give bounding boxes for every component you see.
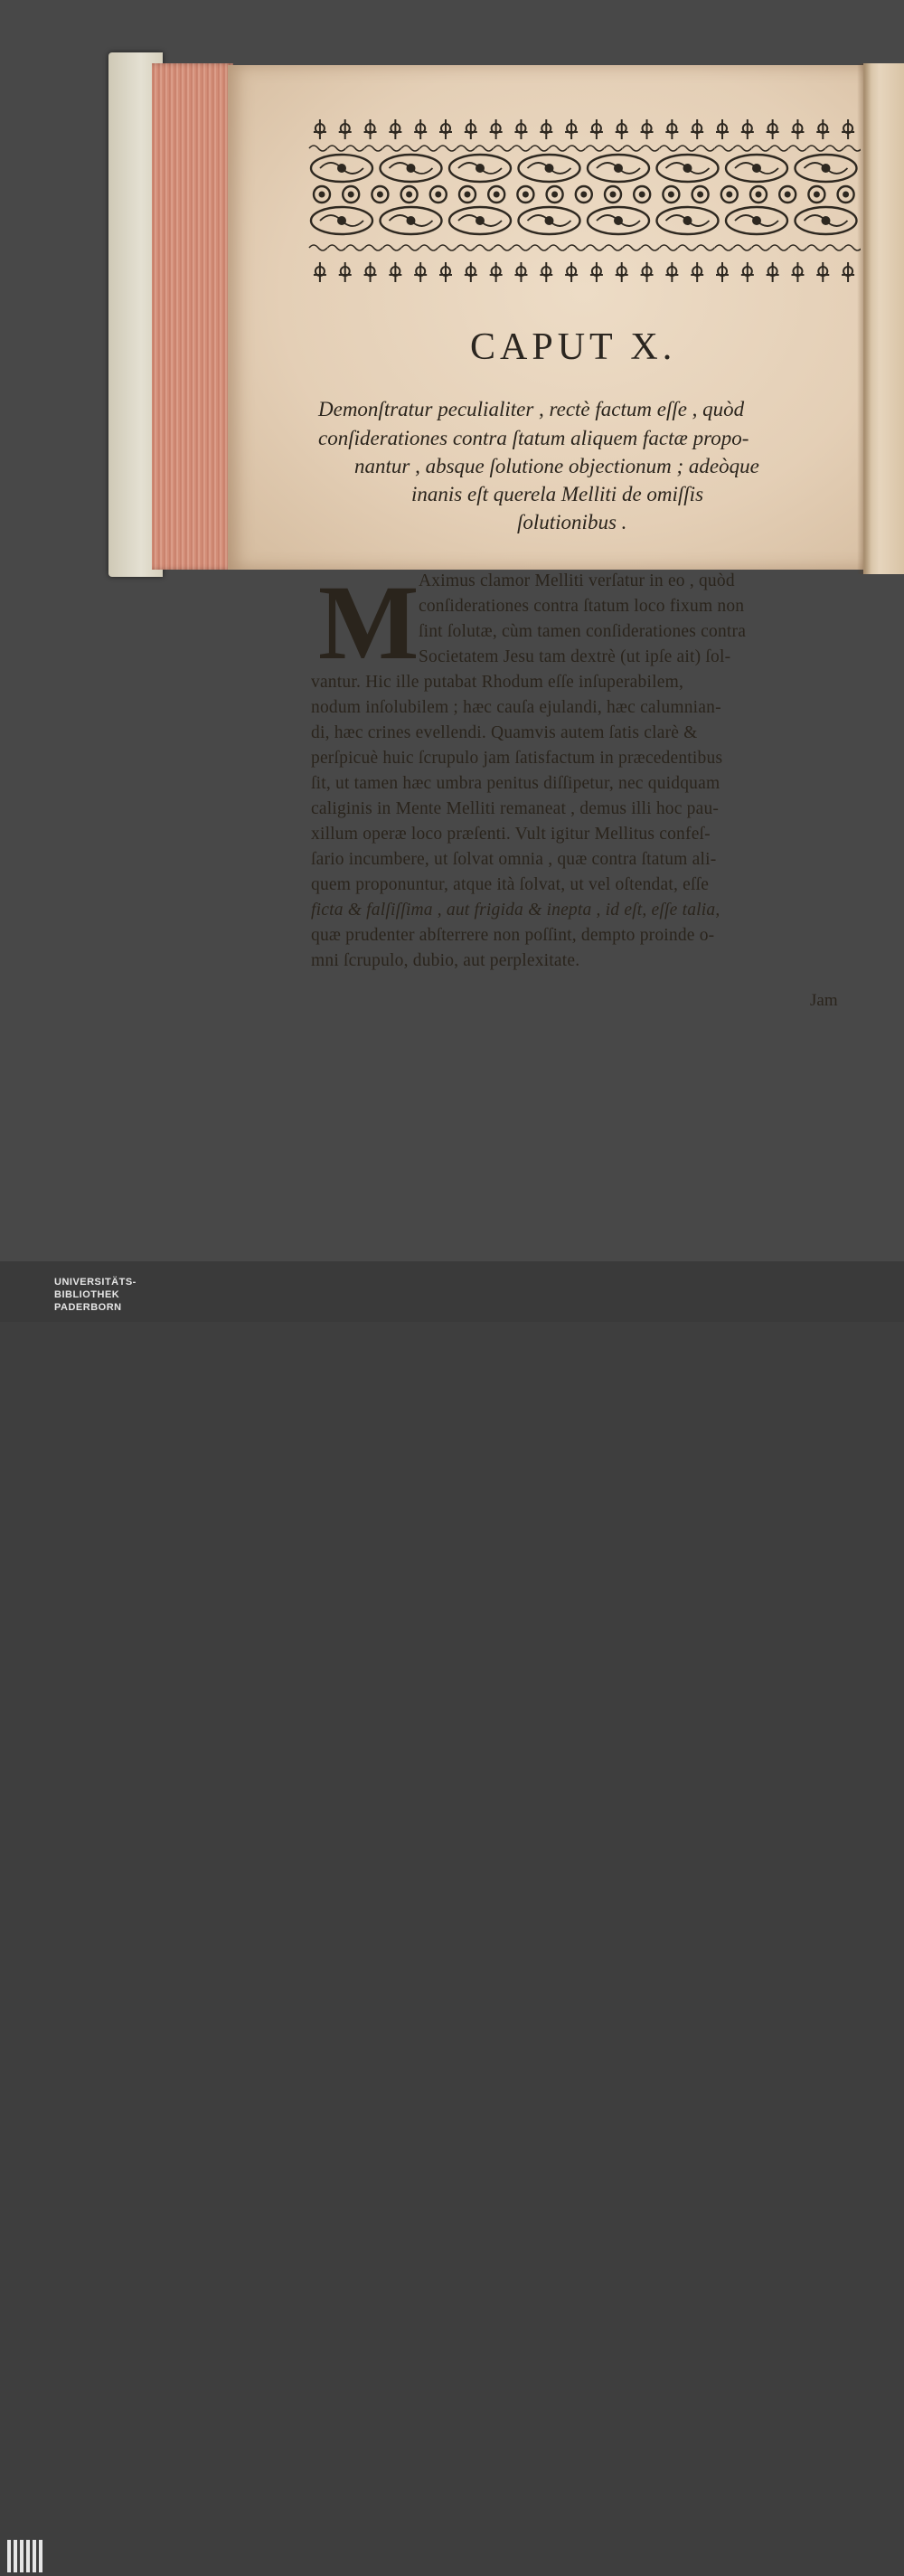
- body-line: quæ prudenter abſterrere non poſſint, dempto proinde o-: [311, 926, 715, 945]
- subtitle-line: conſiderationes contra ſtatum aliquem factæ propo-: [318, 427, 749, 449]
- body-line: vantur. Hic ille putabat Rhodum eſſe inſuperabilem,: [311, 673, 684, 692]
- body-line: ficta & falſiſſima , aut frigida & inepta , id eſt, eſſe talia,: [311, 901, 720, 920]
- page-text: [0, 0, 904, 1261]
- body-line: caliginis in Mente Melliti remaneat , demus illi hoc pau-: [311, 799, 720, 818]
- logo-text-line: UNIVERSITÄTS-: [54, 1277, 137, 1288]
- body-line: perſpicuè huic ſcrupulo jam ſatisfactum in præcedentibus: [311, 749, 723, 768]
- library-logo-icon: [5, 2536, 45, 2576]
- body-line: ſint ſolutæ, cùm tamen conſiderationes contra: [419, 622, 747, 641]
- body-line: conſiderationes contra ſtatum loco fixum non: [419, 597, 745, 616]
- subtitle-line: inanis eſt querela Melliti de omiſſis: [411, 483, 704, 505]
- body-line: ſario incumbere, ut ſolvat omnia , quæ contra ſtatum ali-: [311, 850, 717, 869]
- drop-cap: M: [318, 563, 419, 682]
- body-line: nodum inſolubilem ; hæc cauſa ejulandi, hæc calumnian-: [311, 698, 721, 717]
- body-line: mni ſcrupulo, dubio, aut perplexitate.: [311, 951, 580, 970]
- subtitle-line: ſolutionibus .: [517, 511, 627, 533]
- body-line: quem proponuntur, atque ità ſolvat, ut vel oſtendat, eſſe: [311, 875, 710, 894]
- logo-text-line: BIBLIOTHEK: [54, 1289, 120, 1300]
- body-line: xillum operæ loco præſenti. Vult igitur Mellitus confeſ-: [311, 825, 711, 844]
- body-line: Societatem Jesu tam dextrè (ut ipſe ait) ſol-: [419, 647, 731, 666]
- body-line: ſit, ut tamen hæc umbra penitus diſſipetur, nec quidquam: [311, 774, 720, 793]
- subtitle-line: Demonſtratur peculialiter , rectè factum eſſe , quòd: [318, 398, 745, 420]
- body-line: Aximus clamor Melliti verſatur in eo , quòd: [419, 571, 735, 590]
- chapter-title: CAPUT X.: [470, 326, 677, 368]
- logo-text-line: PADERBORN: [54, 1302, 122, 1313]
- body-line: di, hæc crines evellendi. Quamvis autem ſatis clarè &: [311, 723, 698, 742]
- subtitle-line: nantur , absque ſolutione objectionum ; adeòque: [354, 455, 759, 477]
- catchword: Jam: [810, 991, 838, 1010]
- footer-bar: [0, 1261, 904, 1322]
